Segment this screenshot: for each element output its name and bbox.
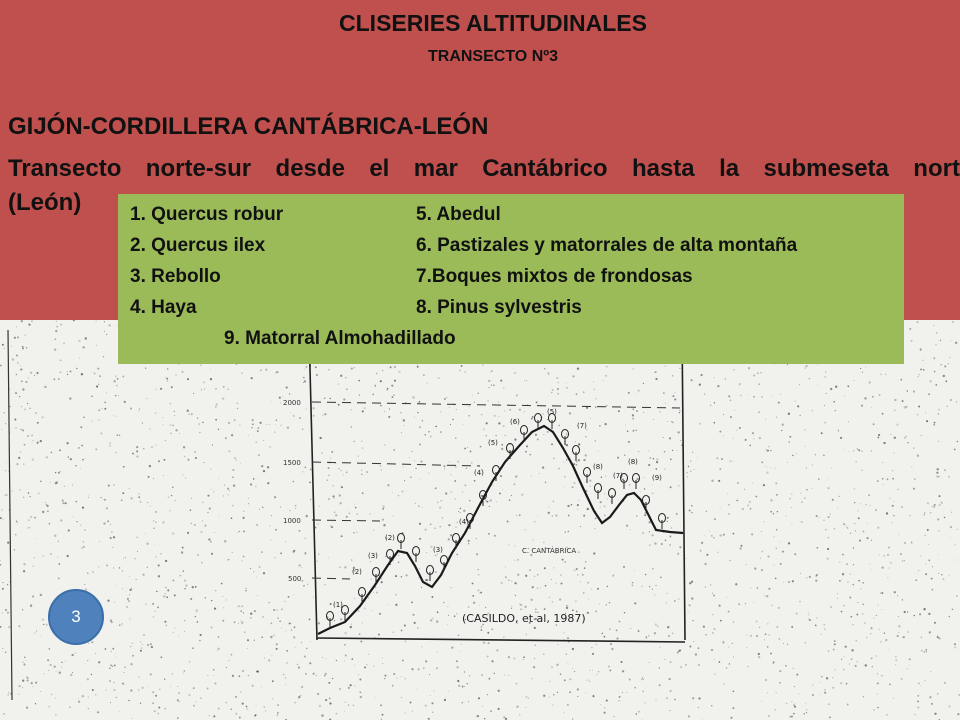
slide-title: CLISERIES ALTITUDINALES: [339, 10, 647, 36]
description-word: Transecto: [8, 155, 122, 182]
altitude-label: 500: [288, 575, 302, 583]
zone-marker: (6): [510, 418, 520, 426]
zone-marker: (1): [333, 601, 343, 609]
zone-marker: (8): [628, 458, 638, 466]
slide-subtitle: TRANSECTO Nº3: [427, 48, 558, 65]
altitude-label: 1000: [283, 517, 301, 525]
legend-item-matorral-almohadillado: 9. Matorral Almohadillado: [224, 328, 456, 349]
zone-marker: (2): [385, 534, 395, 542]
zone-markers: [333, 408, 662, 609]
zone-marker: (4): [474, 469, 484, 477]
legend-item-pinus-sylvestris: 8. Pinus sylvestris: [416, 297, 582, 318]
zone-marker: (4): [459, 518, 469, 526]
zone-marker: (8): [593, 463, 603, 471]
altitude-label: 2000: [283, 399, 301, 407]
zone-marker: (3): [433, 546, 443, 554]
left-scan-edge: [8, 330, 12, 700]
section-heading: GIJÓN-CORDILLERA CANTÁBRICA-LEÓN: [8, 113, 489, 140]
description-word: norte-sur: [145, 155, 252, 182]
description-word: el: [369, 155, 390, 182]
legend-item-haya: 4. Haya: [130, 297, 197, 318]
slide-number-badge: 3: [48, 589, 104, 645]
altitude-label: 1500: [283, 459, 301, 467]
figure-credit: (CASILDO, et al, 1987): [462, 612, 586, 625]
altitude-gridline-500: [312, 578, 350, 579]
vegetation-legend: [118, 194, 904, 364]
altitude-gridline-2000: [312, 402, 680, 408]
zone-marker: (9): [652, 474, 662, 482]
description-word: submeseta: [763, 155, 889, 182]
altitude-gridline-1500: [312, 462, 480, 466]
zone-marker: (7): [613, 472, 623, 480]
description-word: hasta: [631, 155, 695, 182]
legend-item-abedul: 5. Abedul: [416, 204, 501, 225]
zone-marker: (7): [577, 422, 587, 430]
zone-marker: (2): [352, 568, 362, 576]
legend-item-rebollo: 3. Rebollo: [130, 266, 221, 287]
description-word: nort: [913, 155, 960, 182]
legend-item-bosques-mixtos: 7.Boques mixtos de frondosas: [416, 266, 693, 287]
description-word: Cantábrico: [482, 155, 608, 182]
zone-marker: (5): [488, 439, 498, 447]
frame-left: [309, 330, 317, 640]
description-word: mar: [413, 155, 458, 182]
legend-item-quercus-robur: 1. Quercus robur: [130, 204, 284, 225]
zone-marker: (3): [368, 552, 378, 560]
legend-item-quercus-ilex: 2. Quercus ilex: [130, 235, 266, 256]
description-word: desde: [275, 155, 345, 182]
zone-marker: (5): [547, 408, 557, 416]
description-line-2: (León): [8, 189, 82, 216]
frame-right: [682, 330, 685, 640]
description-line-1: [8, 152, 960, 186]
description-word: la: [719, 155, 740, 182]
legend-item-pastizales: 6. Pastizales y matorrales de alta montaña: [416, 235, 798, 256]
altitude-gridline-1000: [312, 520, 380, 521]
frame-bottom: [317, 638, 685, 642]
region-label: C. CANTÁBRICA: [522, 547, 577, 555]
